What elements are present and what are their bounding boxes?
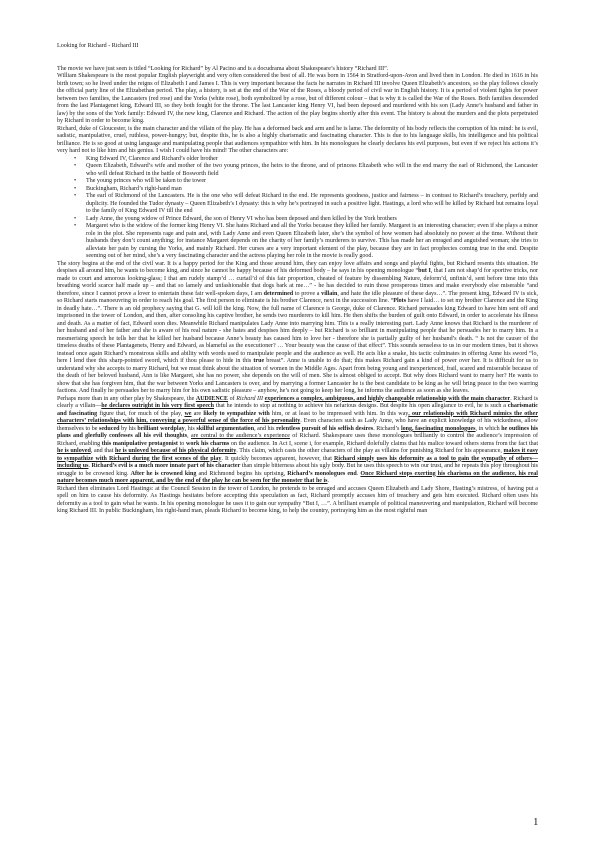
story-text: breast”. Anne is unable to do that; this makes Richard gain a kind of power over her. It is difficult for us to understand why she accepts to marry Richard, but we must think about the situation of women in the Middle Ages. Apart from being young and inexperienced, frail, scared and miserable because of the death of her beloved husband, Ann is like Margaret, she has no power, she depends on the will of men. She is almost obliged to accept. But why does Richard want to marry her? He wants to show that she has forgiven him, that the war between Yorks and Lancasters is over, and by marrying a former Lancaster he is the best candidate to be king as he will bring peace to the two warring factions. And finally he persuades her to marry him for his own sadistic pleasure – anyhow, he’s not going to keep her long, he informs the audience as soon as she leaves.	[57, 358, 538, 394]
list-item: • The earl of Richmond of the Lancasters. He is the one who will defeat Richard in the end. He represents goodness, justice and fairness – in contrast to Richard’s treachery, perfidy and duplicity. He founded the Tudor dynasty – Queen Elizabeth’s I dynasty: this is why he’s portrayed in such a positive light. Hastings, a lord who will be killed by Richard but remains loyal to the family of King Edward IV till the end	[86, 193, 538, 216]
list-item: • Lady Anne, the young widow of Prince Edward, the son of Henry VI who has been deposed and then killed by the York brothers	[86, 216, 538, 224]
essay-text: that he intends to stop at nothing to achieve his nefarious designs. But despite his open allegiance to evil, he is such a	[213, 403, 508, 409]
essay-bold: seduced	[99, 425, 120, 432]
essay-quote-block	[57, 396, 538, 486]
essay-text: of	[228, 395, 237, 402]
list-item: • The young princes who will be taken to the tower	[86, 178, 538, 186]
essay-text: , and his	[254, 425, 277, 432]
essay-text: him, or at least to be impressed with him. In this way	[269, 410, 409, 417]
essay-text: and Richmond begins his uprising,	[196, 470, 288, 477]
essay-highlight: makes it easy to sympathize with Richard during the first scenes of the play	[57, 448, 538, 462]
essay-text: . Even characters such as Lady Anne, who have an explicit knowledge of his wickedness, allow themselves to be	[57, 418, 538, 432]
essay-underline: are central to the audience’s experience	[190, 433, 290, 439]
essay-text: to	[177, 440, 186, 447]
essay-highlight: he is unloved because of his physical deformity	[115, 448, 237, 454]
richard-character-paragraph: Richard, duke of Gloucester, is the main character and the villain of the play. He has a deformed back and arm and he is lame. The deformity of his body reflects the corruption of his mind: he is evil, sadistic, manipulative, cruel, ruthless, power-hungry; but, despite this, he is also a highly charismatic and fascinating character. This is due to his language skills, his intelligence and his political brilliance. He is so good at using language and manipulating people that audiences sympathize with him. In his monologues he clearly declares his evil purposes, but even if we reject his actions it’s very hard not to like him and his genius. I wish I could have his mind! The other characters are:	[57, 125, 538, 154]
essay-text: , his	[184, 425, 197, 432]
essay-bold: he outlines his plans and gleefully confesses all his evil thoughts	[57, 425, 539, 439]
essay-text: of Richard. Shakespeare uses these monologues brilliantly to control the audience’s impression of Richard, enabling	[57, 433, 539, 447]
essay-text: by his	[119, 425, 138, 432]
essay-text: figure that, for much of the play,	[97, 410, 185, 417]
essay-text: than simple bitterness about his ugly body. But he uses this speech to win our trust, and he repeats this ploy throughout his struggle to be crowned king.	[57, 463, 538, 477]
essay-highlight: AUDIENCE	[195, 395, 229, 402]
story-text: The story begins at the end of the civil war. It is a happy period for the King and those around him, they can enjoy love affairs and songs and playful fights, but Richard resents this situation. He despises all around him, he wants to become king, and since he cannot be happy because of his deformed body – he says in his opening monologue “	[57, 260, 538, 274]
essay-text: ,	[187, 433, 191, 439]
story-emphasis: villain	[321, 290, 338, 297]
characters-list	[57, 156, 538, 261]
essay-highlight: Richard simply uses his deformity as a tool to gain the sympathy of others—including us	[57, 455, 538, 469]
story-paragraph	[57, 261, 538, 396]
essay-text: . This claim, which casts the other characters of the play as villains for punishing Richard for his appearance,	[236, 448, 504, 454]
essay-bold: Richard’s evil is a much more innate part of his character	[91, 463, 241, 469]
essay-text: .	[356, 470, 361, 477]
story-emphasis: determined	[263, 290, 294, 297]
essay-highlight: , our relationship with Richard mimics the other characters’ relationships with him, conveying a powerful sense of the force of his personality	[57, 410, 539, 424]
essay-bold: work his charms	[185, 440, 230, 447]
essay-highlight: experiences a complex, ambiguous, and highly changeable relationship with the main character	[264, 395, 511, 402]
essay-text: .	[88, 463, 92, 469]
essay-text: .	[327, 478, 330, 484]
page-number: 1	[533, 816, 539, 828]
essay-text: Perhaps more than in any other play by Shakespeare, the	[57, 395, 196, 402]
story-text: , and hate the idle pleasure of these days…”. The present king, Edward IV is sick, so Richard starts manoeuvring in order to reach his goal. The first person to eliminate is his brother Clarence, next in the succession line. “	[57, 290, 539, 304]
intro-paragraph: The movie we have just seen is titled “Looking for Richard” by Al Pacino and is a docudrama about Shakespeare’s history “Richard III”.	[57, 65, 389, 72]
story-text: , that I am not shap’d for sportive tricks, nor made to court and amorous looking-glass; I that am rudely stamp’d … curtail’d of this fair proportion, cheated of feature by dissembling Nature, deform’d, unfinis’d, sent before time into this breathing world scarce half made up – and that so lamely and unfashionable that dogs bark at me…” - he has decided to ruin those prosperous times and make everybody else miserable “and therefore, since I cannot prove a lover to entertain these fair well-spoken days, I am	[57, 268, 538, 297]
essay-text: . It quickly becomes apparent, however, that	[221, 455, 335, 462]
essay-highlight: we	[184, 410, 192, 417]
shakespeare-bio-paragraph: William Shakespeare is the most popular English playwright and very often considered the best of all. He was born in 1564 in Stratford-upon-Avon and lived then in London. He died in 1616 in his birth town; so he lived under the reigns of Elizabeth I and James I. This is very important because the facts he narrates in Richard III involve Queen Elizabeth’s ancestors, so the play follows closely the official party line of the Elizabethan period. The play, a history, is set at the end of the War of the Roses, a bloody period of civil war in English history. It is a period of violent fights for power between two families, the Lancasters (red rose) and the Yorks (white rose), both symbolized by a rose, but of different colour – that is why it is called the War of the Roses. Both families descended from the last Plantagenet king, Edward III, so they both fought for the throne. The last Lancaster king Henry VI, had been deposed and murdered with his son (Lady Anne’s husband and father in law) by the sons of the York family: Edward IV, the new king, Clarence and Richard. The action of the play begins shortly after this event. The history is about the murders and the plots perpetrated by Richard in order to become king.	[57, 73, 538, 124]
essay-highlight: Once Richard stops exerting his charisma on the audience, his real nature becomes much more apparent, and by the end of the play he can be seen for the monster that he is	[57, 470, 538, 484]
essay-text: . Richard’s	[373, 425, 401, 432]
essay-bold: brilliant wordplay	[137, 425, 185, 432]
story-emphasis: but I	[418, 268, 431, 274]
essay-bold: relentless pursuit of his selfish desires	[276, 425, 374, 432]
essay-text: . Richard is clearly a villain—	[57, 395, 539, 409]
story-text: to prove a	[293, 290, 322, 297]
essay-text: on the audience. In Act I, scene i, for example, Richard dolefully claims that his malice toward others stems from the fact that	[229, 440, 539, 447]
story-emphasis: true	[253, 358, 265, 364]
play-title: Richard III	[236, 395, 264, 402]
list-item: • Buckingham, Richard’s right-hand man	[86, 186, 538, 194]
essay-text: , and that	[90, 448, 116, 454]
essay-text: , in which	[475, 425, 502, 432]
essay-text: are	[191, 410, 204, 417]
list-item: • Margaret who is the widow of the former king Henry VI. She hates Richard and all the Yorks because they killed her family. Margaret is an interesting character; even if she plays a minor role in the plot. She represents rage and pain and, with Lady Anne and even Queen Elizabeth later, she’s the symbol of how women had absolutely no power at the time. Without their husbands they don’t count anything; for instance Margaret depends on the charity of her family’s murderers to survive. This has made her an enraged and anguished woman; she tries to alleviate her pain by cursing the Yorks, and mainly Richard. Her curses are a very important element of the play, because they are in fact prophecies coming true in the end. Despite seeming out of her mind, she’s a very fascinating character and the actress playing her role in the movie is really good.	[86, 223, 538, 261]
story-text: have I laid… to set my brother Clarence and the King in deadly hate…”. There is an old prophecy saying that G. will kill the king. Now, the full name of Clarence is George, duke of Clarence. Richard persuades king Edward to have him sent off and imprisoned in the tower of London, and then, after consoling his captive brother, he sends two murderers to kill him. He then shifts the burden of guilt onto Edward, in order to accelerate his illness and death. As a matter of fact, Edward soon dies. Meanwhile Richard manipulates Lady Anne into marrying him. This is a really interesting part. Lady Anne knows that Richard is the murderer of her husband and of her father and she is aware of his real nature - she hates and despises him deeply – but Richard is so brilliant in manipulating people that he persuades her to marry him. In a mesmerising speech he tells her that he killed her husband because Anne’s beauty has caused him to love her - therefore she is partially guilty of her husband’s death. “ Is not the causer of the timeless deaths of these Plantagenets, Henry and Edward, as blameful as the executioner? … Your beauty was the cause of that effect”. This sounds senseless to us in our modern times, but it shows instead once again Richard’s monstrous skills and ability with words used to manipulate people and the audience as well. He acts like a snake, his tactic culminates in offering Anne his sword “lo, here I lend thee this sharp-pointed sword, which if thou please to hide in this	[57, 298, 539, 364]
story-emphasis: Plots	[393, 298, 407, 304]
essay-bold: After he is crowned king	[130, 470, 197, 477]
essay-bold: likely to sympathize with	[203, 410, 270, 417]
essay-highlight: he is unloved	[57, 448, 91, 454]
document-page	[57, 43, 538, 516]
document-title: Looking for Richard - Richard III	[57, 43, 139, 49]
essay-bold: this manipulative protagonist	[101, 440, 178, 447]
essay-highlight: he declares outright in his very first speech	[101, 403, 214, 409]
essay-bold: Richard’s monologues end	[287, 470, 357, 477]
list-item: • King Edward IV, Clarence and Richard’s older brother	[86, 156, 538, 164]
essay-bold: skillful argumentation	[196, 425, 255, 432]
closing-paragraph: Richard then eliminates Lord Hastings: at the Council Session in the tower of London, he pretends to be enraged and accuses Queen Elizabeth and Lady Shore, Hasting’s mistress, of having put a spell on him to cause his deformity. As Hastings hesitates before accepting this speculation as fact, Richard promptly accuses him of treachery and gets him executed. Richard often uses his deformity as a tool to gain what he wants. In his opening monologue he uses it to gain our sympathy “But I, …”. A brilliant example of political maneuvering and manipulation, Richard will become king Richard III. In public Buckingham, his right-hand man, pleads Richard to become king, to help the country, portraying him as the most rightful man	[57, 485, 538, 514]
list-item: • Queen Elizabeth, Edward’s wife and mother of the two young princes, the heirs to the throne, and of princess Elizabeth who will in the end marry the earl of Richmond, the Lancaster who will defeat Richard in the battle of Bosworth field	[86, 163, 538, 178]
essay-bold: charismatic and fascinating	[57, 403, 538, 417]
essay-highlight: long, fascinating monologues	[400, 425, 476, 432]
